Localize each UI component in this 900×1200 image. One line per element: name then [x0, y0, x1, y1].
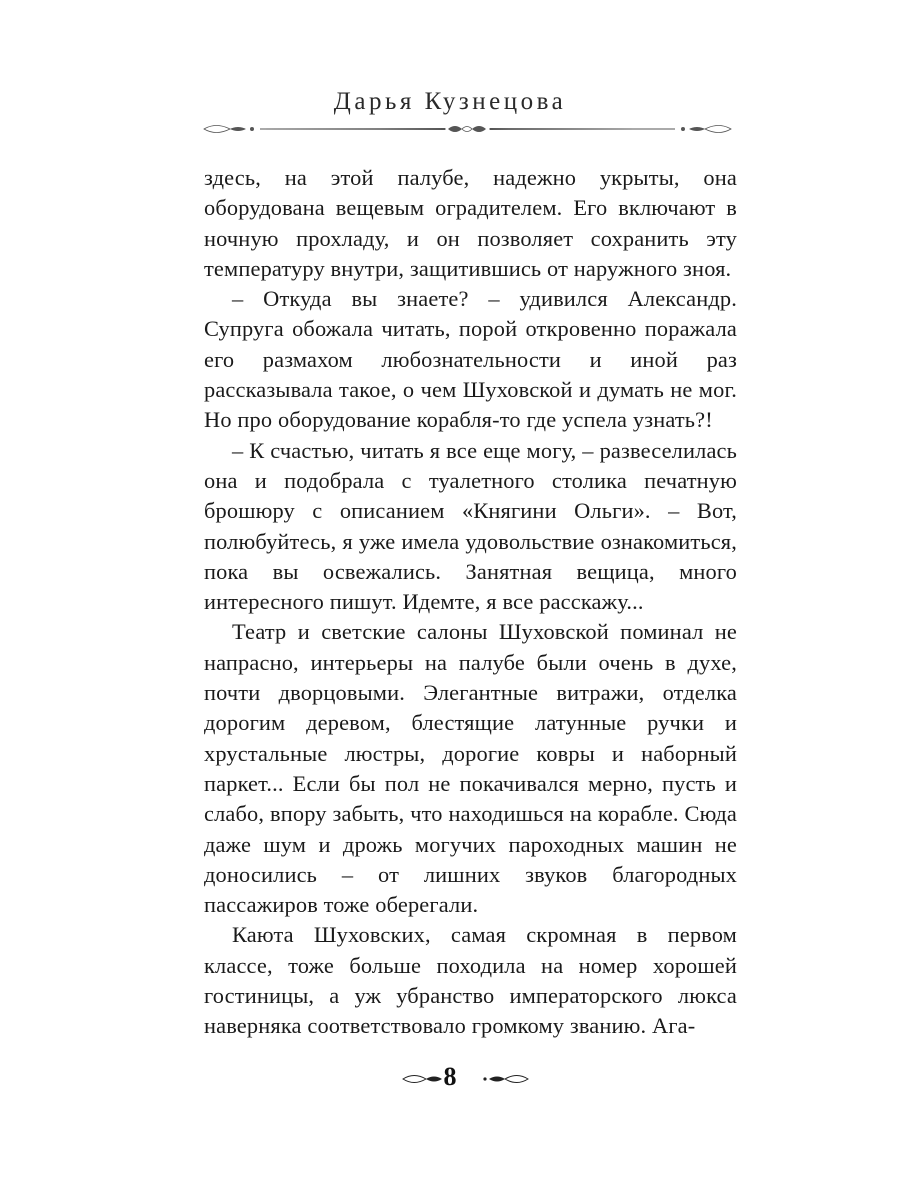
page-footer [0, 1062, 900, 1096]
paragraph: Театр и светские салоны Шуховской поминал не напрасно, интерьеры на палубе были очень в духе, почти дворцовыми. Элегантные витражи, отделка дорогим деревом, блестящие латунные ручки и хрустальные люстры, дорогие ковры и наборный паркет... Если бы пол не покачивался мерно, пусть и слабо, впору забыть, что находишься на корабле. Сюда даже шум и дрожь могучих пароходных машин не доносились – от лишних звуков благородных пассажиров тоже оберегали. [204, 619, 737, 918]
header-ornament-divider [200, 120, 735, 138]
paragraph: – Откуда вы знаете? – удивился Александр. Супруга обожала читать, порой откровенно поражала его размахом любознательности и иной раз рассказывала такое, о чем Шуховской и думать не мог. Но про оборудование корабля-то где успела узнать?! [204, 286, 737, 433]
paragraph: здесь, на этой палубе, надежно укрыты, она оборудована вещевым оградителем. Его включают в ночную прохладу, и он позволяет сохранить эту температуру внутри, защитившись от наружного зноя. [204, 165, 737, 281]
paragraph: – К счастью, читать я все еще могу, – развеселилась она и подобрала с туалетного столика печатную брошюру с описанием «Княгини Ольги». – Вот, полюбуйтесь, я уже имела удовольствие ознакомиться, пока вы освежались. Занятная вещица, много интересного пишут. Идемте, я все расскажу... [204, 437, 737, 615]
running-head-title: Дарья Кузнецова [333, 88, 567, 115]
footer-ornament-right [483, 1071, 529, 1087]
body-text [204, 163, 737, 1042]
paragraph: Каюта Шуховских, самая скромная в первом классе, тоже больше походила на номер хорошей гостиницы, а уж убранство императорского люкса наверняка соответствовало громкому званию. Ага- [204, 922, 737, 1039]
page-number: 8 [443, 1062, 457, 1091]
